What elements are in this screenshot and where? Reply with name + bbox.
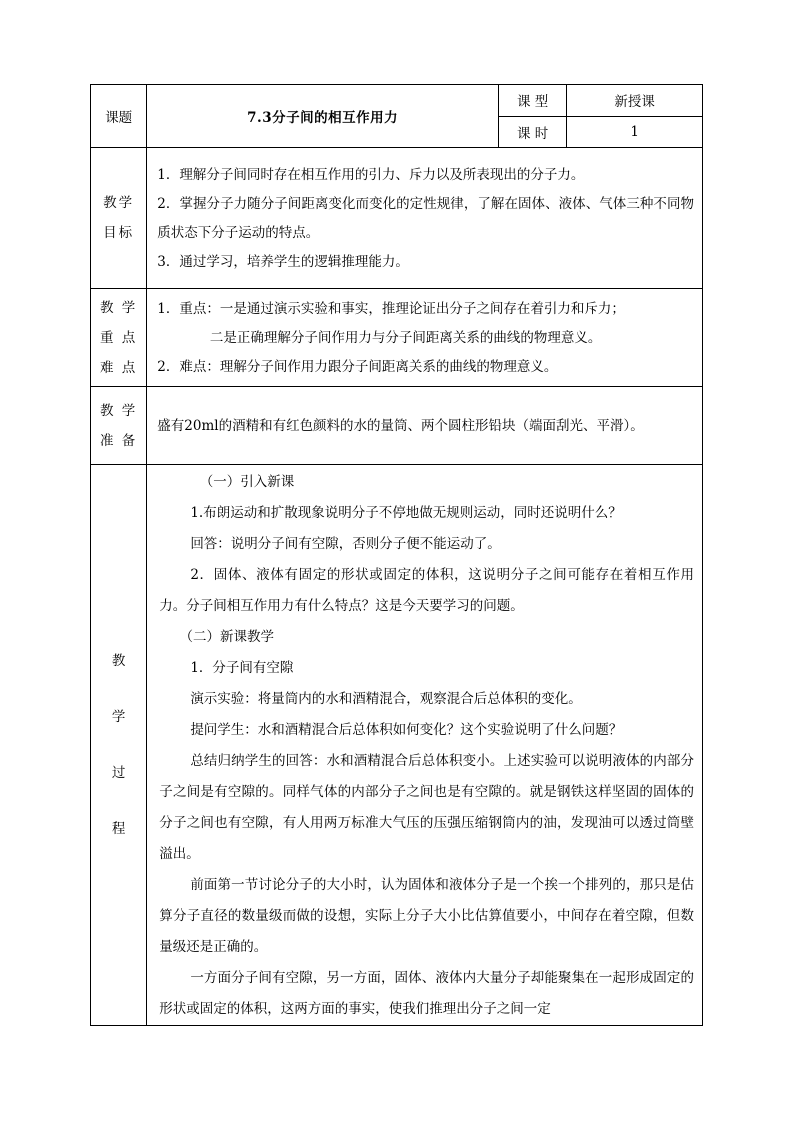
- lesson-title: 7.3分子间的相互作用力: [247, 110, 399, 126]
- process-label-line-2: 学: [111, 709, 126, 725]
- objective-item-3: 3．通过学习，培养学生的逻辑推理能力。: [157, 254, 409, 270]
- objectives-label-cell: [91, 148, 147, 289]
- process-paragraph-9: 总结归纳学生的回答：水和酒精混合后总体积变小。上述实验可以说明液体的内部分子之间是有空隙的。同样气体的内部分子之间也是有空隙的。就是钢铁这样坚固的固体的分子之间也有空隙，有人用两万标准大气压的压强压缩钢筒内的油，发现油可以透过筒壁溢出。: [159, 753, 694, 862]
- process-label-line-4: 程: [111, 821, 126, 837]
- key-points-label-line-2: 重 点: [99, 329, 138, 346]
- topic-label-cell: [91, 85, 147, 148]
- objectives-content: [147, 148, 703, 289]
- process-label-line-1: 教: [111, 653, 126, 669]
- lesson-hours-value: 1: [630, 123, 639, 140]
- lesson-hours-label: 课 时: [517, 125, 549, 142]
- lesson-hours-value-cell: [567, 116, 703, 148]
- lesson-hours-label-cell: [498, 116, 566, 148]
- process-paragraph-2: 1.布朗运动和扩散现象说明分子不停地做无规则运动，同时还说明什么？: [190, 505, 622, 521]
- preparation-label-cell: [91, 387, 147, 465]
- process-paragraph-10: 前面第一节讨论分子的大小时，认为固体和液体分子是一个挨一个排列的，那只是估算分子直径的数量级而做的设想，实际上分子大小比估算值要小，中间存在着空隙，但数量级还是正确的。: [159, 877, 694, 955]
- process-paragraph-1: （一）引入新课: [199, 474, 295, 490]
- process-content: [147, 465, 703, 1026]
- preparation-label-line-1: 教 学: [99, 402, 138, 419]
- objectives-label-line-2: 目标: [103, 225, 135, 241]
- process-paragraph-7: 演示实验：将量筒内的水和酒精混合，观察混合后总体积的变化。: [190, 691, 582, 707]
- preparation-content: [147, 387, 703, 465]
- key-point-line-3: 2．难点：理解分子间作用力跟分子间距离关系的曲线的物理意义。: [157, 359, 558, 375]
- key-points-label-cell: [91, 289, 147, 387]
- process-label-cell: [91, 465, 147, 1026]
- process-paragraph-4: 2．固体、液体有固定的形状或固定的体积，这说明分子之间可能存在着相互作用力。分子间相互作用力有什么特点？这是今天要学习的问题。: [159, 567, 694, 614]
- lesson-plan-page: [90, 84, 703, 1029]
- objectives-label-line-1: 教学: [103, 195, 135, 211]
- key-points-label-line-3: 难 点: [99, 359, 138, 376]
- process-paragraph-8: 提问学生：水和酒精混合后总体积如何变化？这个实验说明了什么问题？: [190, 722, 623, 738]
- objective-item-2: 2．掌握分子力随分子间距离变化而变化的定性规律，了解在固体、液体、气体三种不同物质状态下分子运动的特点。: [157, 196, 694, 241]
- preparation-label-line-2: 准 备: [99, 432, 138, 449]
- process-paragraph-5: （二）新课教学: [179, 629, 275, 645]
- objective-item-1: 1．理解分子间同时存在相互作用的引力、斥力以及所表现出的分子力。: [157, 167, 585, 183]
- lesson-type-value: 新授课: [614, 94, 655, 111]
- preparation-text: 盛有20ml的酒精和有红色颜料的水的量筒、两个圆柱形铅块（端面刮光、平滑）。: [157, 418, 644, 434]
- key-point-line-1: 1．重点：一是通过演示实验和事实，推理论证出分子之间存在着引力和斥力；: [157, 301, 625, 317]
- process-paragraph-3: 回答：说明分子间有空隙，否则分子便不能运动了。: [190, 536, 501, 552]
- key-point-line-2: 二是正确理解分子间作用力与分子间距离关系的曲线的物理意义。: [209, 330, 602, 346]
- process-paragraph-11: 一方面分子间有空隙，另一方面，固体、液体内大量分子却能聚集在一起形成固定的形状或固定的体积，这两方面的事实，使我们推理出分子之间一定: [159, 970, 694, 1017]
- key-points-label-line-1: 教 学: [99, 299, 138, 316]
- process-paragraph-6: 1．分子间有空隙: [190, 660, 294, 676]
- key-points-content: [147, 289, 703, 387]
- process-label-line-3: 过: [111, 765, 126, 781]
- lesson-title-cell: [147, 85, 499, 148]
- lesson-type-value-cell: [567, 85, 703, 117]
- lesson-type-label: 课 型: [517, 94, 549, 111]
- lesson-plan-table: [90, 84, 703, 1026]
- topic-label: 课题: [105, 110, 133, 126]
- lesson-type-label-cell: [498, 85, 566, 117]
